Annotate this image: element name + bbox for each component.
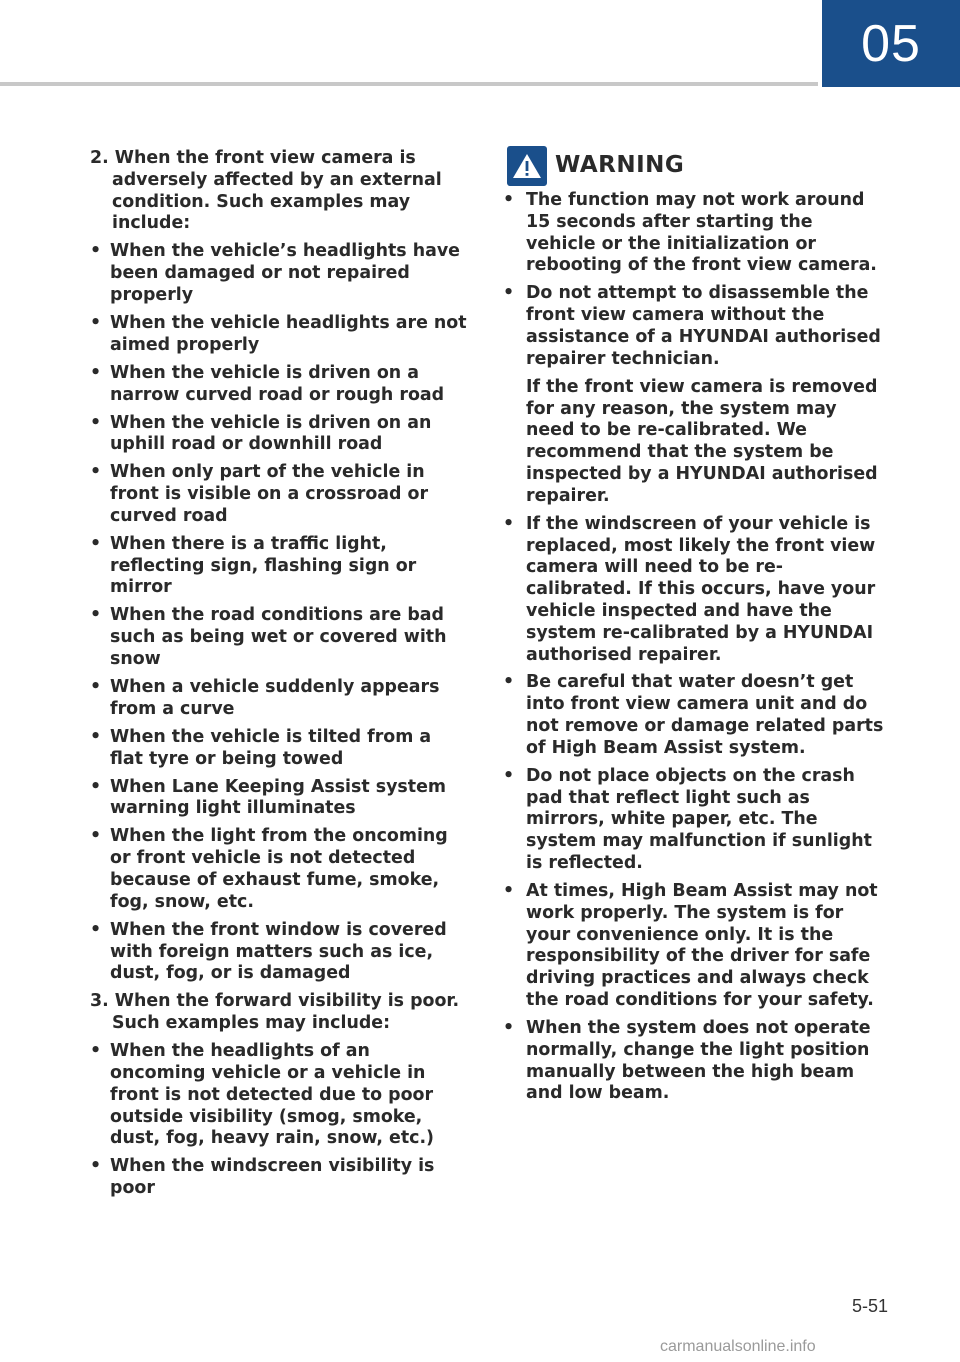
- list-item: • When the vehicle is driven on an uphill road or downhill road: [90, 413, 470, 457]
- list-item: • When the light from the oncoming or front vehicle is not detected because of exhaust fume, smoke, fog, snow, etc.: [90, 826, 470, 913]
- warning-item: • Do not attempt to disassemble the front view camera without the assistance of a HYUNDAI authorised repairer technician.: [503, 283, 888, 370]
- header-rule: [0, 82, 818, 86]
- warning-item: • If the windscreen of your vehicle is replaced, most likely the front view camera will need to be re-calibrated. If this occurs, have your vehicle inspected and have the system re-calibrated by a HYUNDAI authorised repairer.: [503, 514, 888, 667]
- warning-item: • When the system does not operate normally, change the light position manually between the high beam and low beam.: [503, 1018, 888, 1105]
- list-item: • When the windscreen visibility is poor: [90, 1156, 470, 1200]
- list-item: • When the vehicle headlights are not aimed properly: [90, 313, 470, 357]
- list-item-numbered: 3. When the forward visibility is poor. Such examples may include:: [90, 991, 460, 1034]
- list-item: • When the headlights of an oncoming vehicle or a vehicle in front is not detected due to poor outside visibility (smog, smoke, dust, fog, heavy rain, snow, etc.): [90, 1041, 470, 1150]
- warning-item: • Do not place objects on the crash pad that reflect light such as mirrors, white paper, etc. The system may malfunction if sunlight is reflected.: [503, 766, 888, 875]
- list-item: • When the vehicle is tilted from a flat tyre or being towed: [90, 727, 470, 771]
- left-column: [90, 148, 470, 1206]
- list-item: • When only part of the vehicle in front is visible on a crossroad or curved road: [90, 462, 470, 527]
- warning-header: [507, 146, 888, 186]
- warning-triangle-icon: [507, 146, 547, 186]
- page-number: 5-51: [852, 1296, 889, 1316]
- warning-paragraph: If the front view camera is removed for any reason, the system may need to be re-calibrated. We recommend that the system be inspected by a HYUNDAI authorised repairer.: [526, 376, 878, 506]
- list-item: • When there is a traffic light, reflecting sign, flashing sign or mirror: [90, 534, 470, 599]
- list-item: • When the vehicle’s headlights have been damaged or not repaired properly: [90, 241, 470, 306]
- warning-item: • Be careful that water doesn’t get into front view camera unit and do not remove or damage related parts of High Beam Assist system.: [503, 672, 888, 759]
- list-item: • When Lane Keeping Assist system warning light illuminates: [90, 777, 470, 821]
- warning-item: • At times, High Beam Assist may not work properly. The system is for your convenience only. It is the responsibility of the driver for safe driving practices and always check the road conditions for your safety.: [503, 881, 888, 1012]
- warning-box: [503, 146, 888, 1111]
- warning-title: WARNING: [555, 152, 685, 179]
- list-item: • When the front window is covered with foreign matters such as ice, dust, fog, or is damaged: [90, 920, 470, 985]
- list-item: • When the vehicle is driven on a narrow curved road or rough road: [90, 363, 470, 407]
- list-item: • When a vehicle suddenly appears from a curve: [90, 677, 470, 721]
- list-item-numbered: 2. When the front view camera is adversely affected by an external condition. Such examples may include:: [90, 148, 442, 234]
- watermark-link[interactable]: carmanualsonline.info: [660, 1338, 816, 1355]
- warning-item: • The function may not work around 15 seconds after starting the vehicle or the initialization or rebooting of the front view camera.: [503, 190, 888, 277]
- list-item: • When the road conditions are bad such as being wet or covered with snow: [90, 605, 470, 670]
- chapter-tab: [822, 0, 960, 87]
- chapter-number: 05: [861, 14, 921, 73]
